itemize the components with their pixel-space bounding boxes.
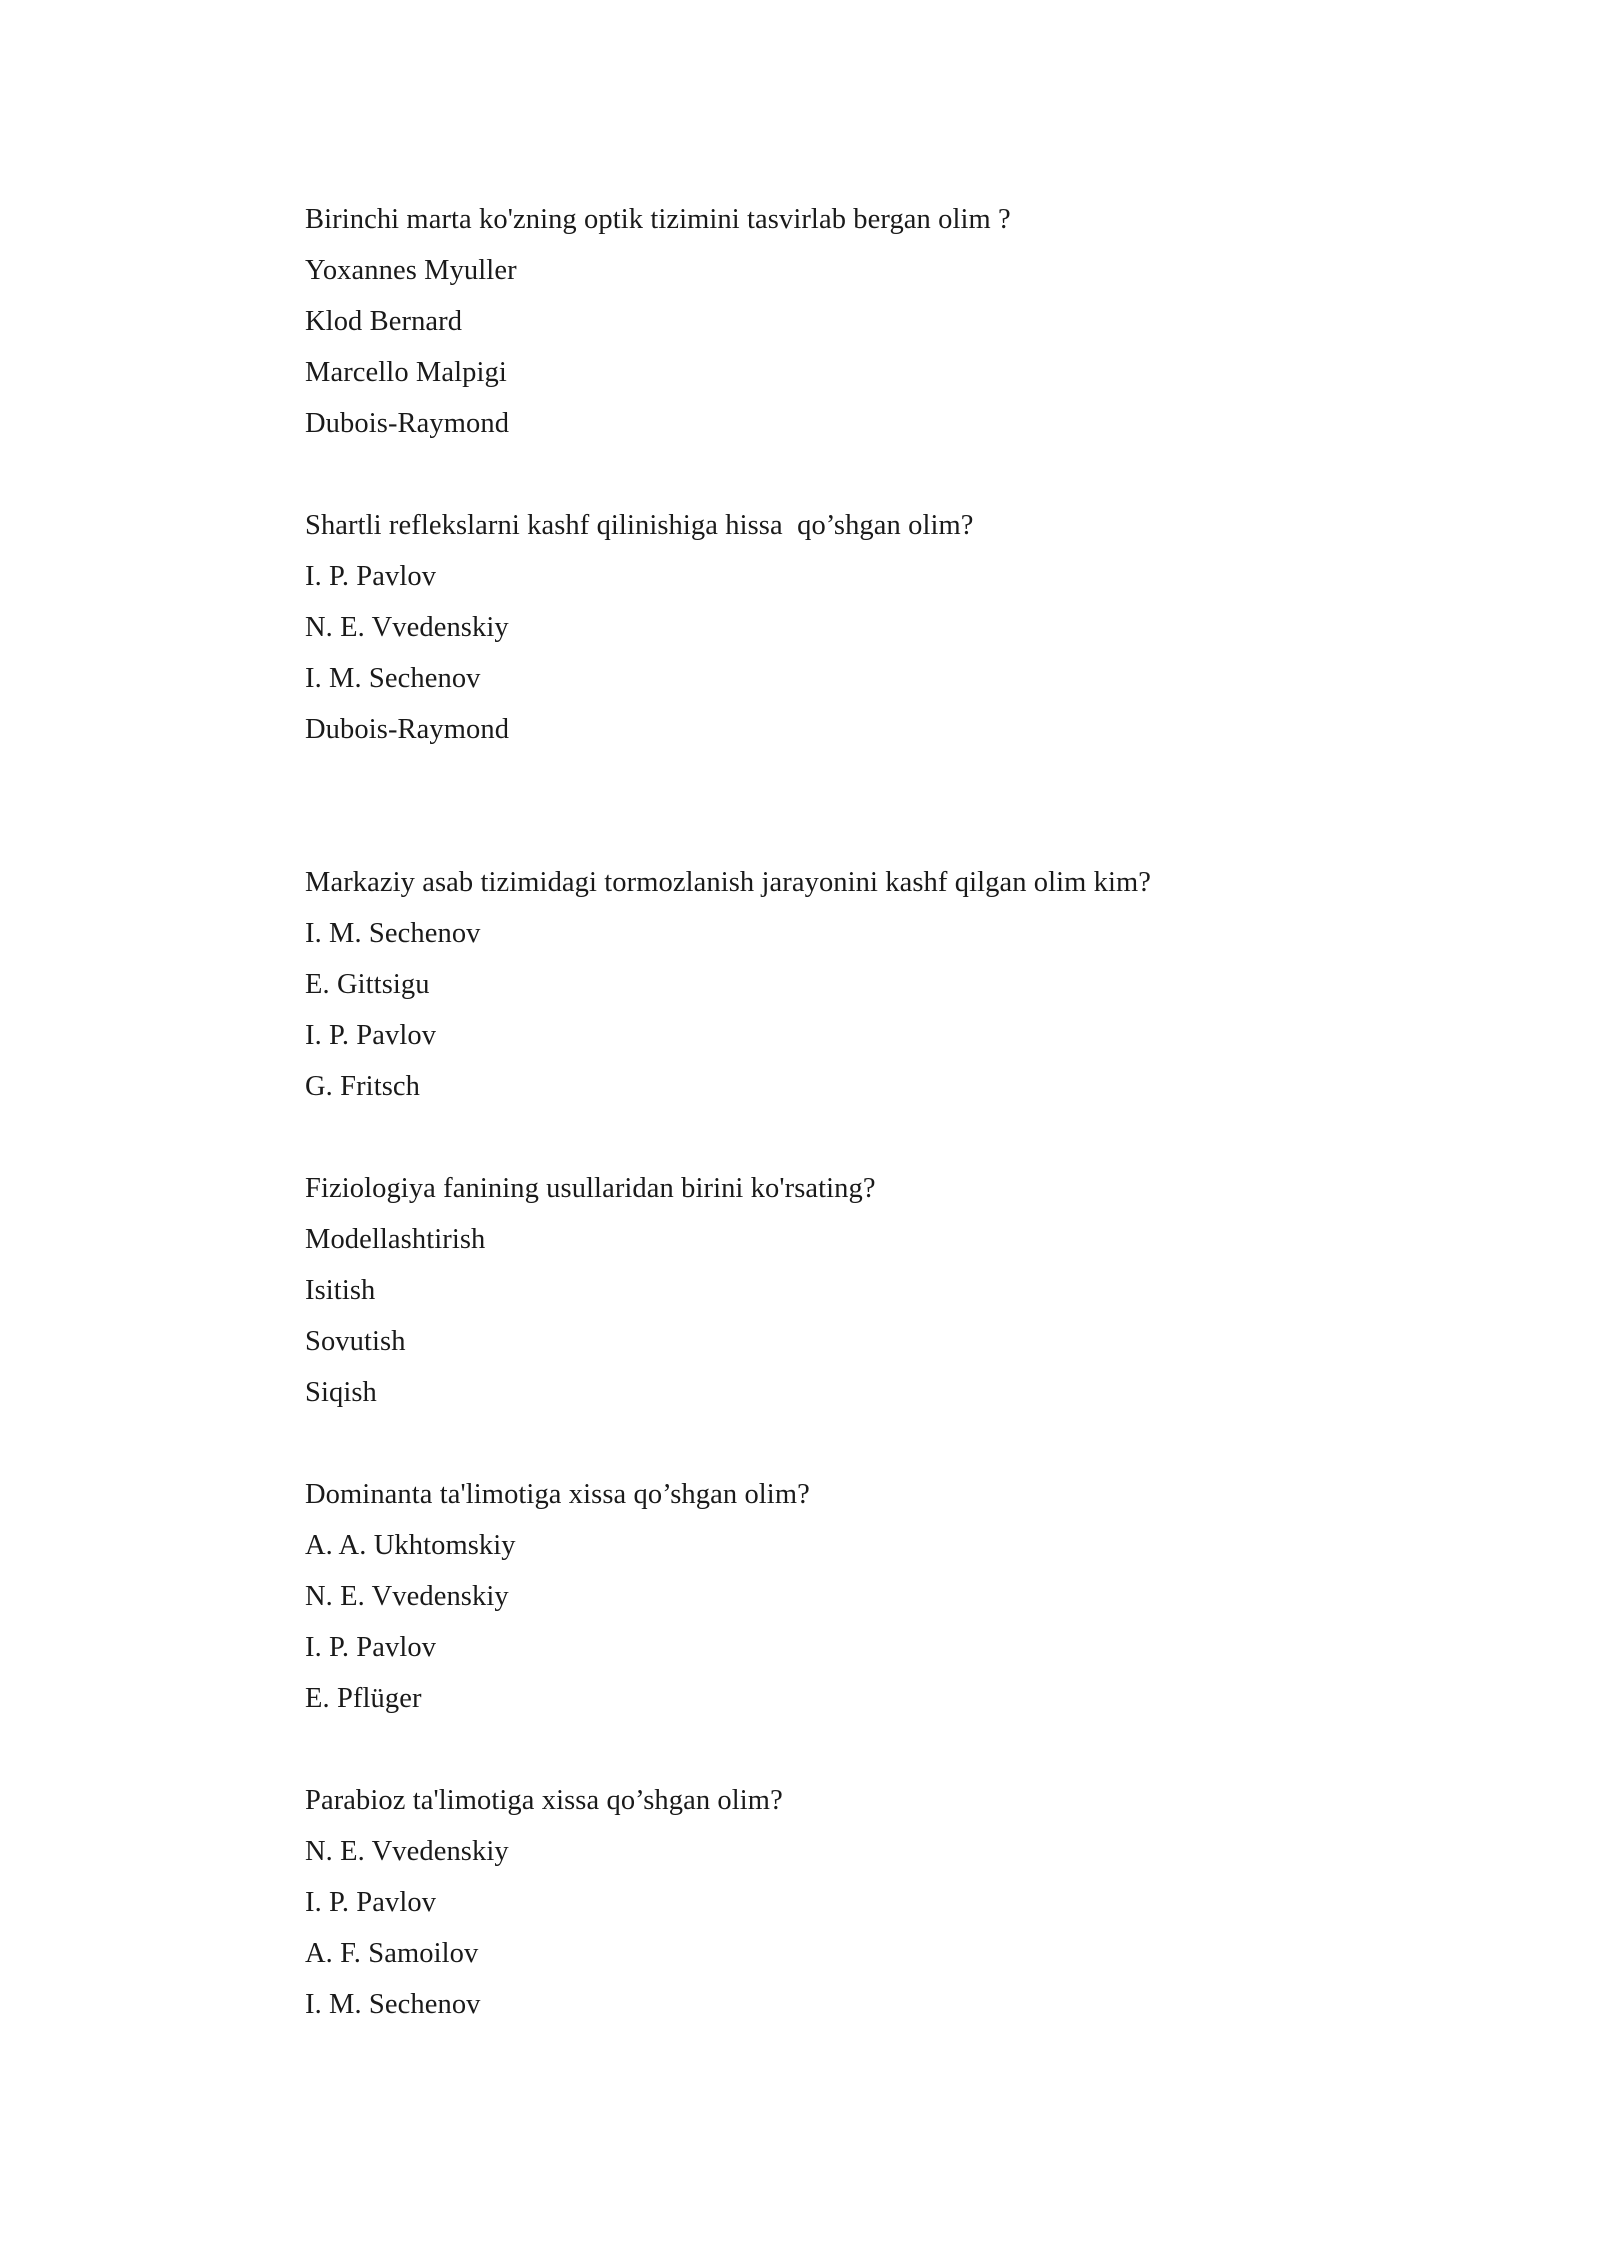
question-4-option-4: Siqish [305, 1377, 377, 1408]
question-6-text: Parabioz ta'limotiga xissa qo’shgan olim? [305, 1785, 783, 1816]
question-4-option-3: Sovutish [305, 1326, 406, 1357]
question-2-option-4: Dubois-Raymond [305, 714, 510, 745]
question-2-option-1: I. P. Pavlov [305, 561, 437, 592]
question-2-option-3: I. M. Sechenov [305, 663, 481, 694]
question-3-option-3: I. P. Pavlov [305, 1020, 437, 1051]
question-4-text: Fiziologiya fanining usullaridan birini ko'rsating? [305, 1173, 876, 1204]
question-1-text: Birinchi marta ko'zning optik tizimini tasvirlab bergan olim ? [305, 204, 1011, 235]
question-1-option-4: Dubois-Raymond [305, 408, 510, 439]
question-5-text: Dominanta ta'limotiga xissa qo’shgan olim? [305, 1479, 810, 1510]
question-3-option-2: E. Gittsigu [305, 969, 430, 1000]
question-1-option-2: Klod Bernard [305, 306, 463, 337]
question-5-option-1: A. A. Ukhtomskiy [305, 1530, 516, 1561]
question-4-option-1: Modellashtirish [305, 1224, 486, 1255]
question-3-text: Markaziy asab tizimidagi tormozlanish jarayonini kashf qilgan olim kim? [305, 867, 1152, 898]
question-3-option-4: G. Fritsch [305, 1071, 420, 1102]
question-4-option-2: Isitish [305, 1275, 376, 1306]
question-5-option-2: N. E. Vvedenskiy [305, 1581, 509, 1612]
question-6-option-2: I. P. Pavlov [305, 1887, 437, 1918]
question-2-option-2: N. E. Vvedenskiy [305, 612, 509, 643]
question-6-option-3: A. F. Samoilov [305, 1938, 479, 1969]
question-6-option-4: I. M. Sechenov [305, 1989, 481, 2020]
question-1-option-1: Yoxannes Myuller [305, 255, 517, 286]
question-1-option-3: Marcello Malpigi [305, 357, 507, 388]
question-6-option-1: N. E. Vvedenskiy [305, 1836, 509, 1867]
question-3-option-1: I. M. Sechenov [305, 918, 481, 949]
question-2-text: Shartli reflekslarni kashf qilinishiga hissa qo’shgan olim? [305, 510, 974, 541]
question-5-option-3: I. P. Pavlov [305, 1632, 437, 1663]
question-5-option-4: E. Pflüger [305, 1683, 422, 1714]
